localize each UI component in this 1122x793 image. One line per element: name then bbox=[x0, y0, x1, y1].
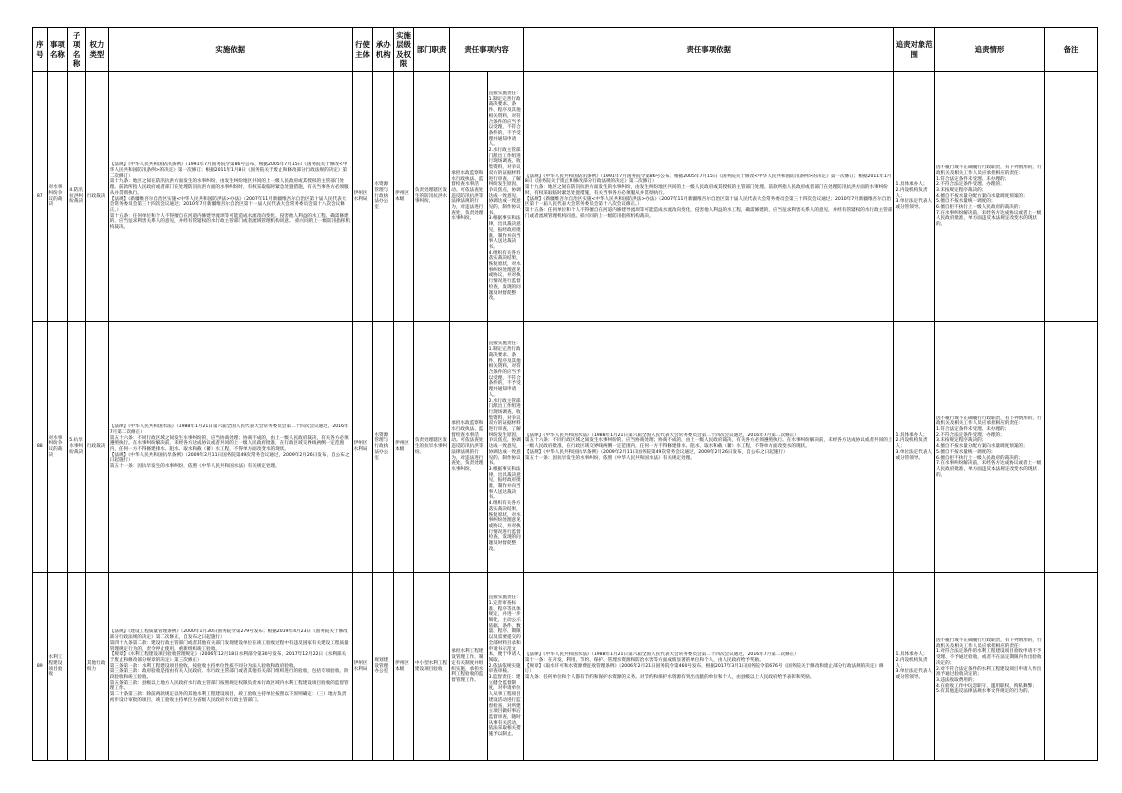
row-sub-item: 4.防汛抗洪纠纷裁决 bbox=[68, 72, 86, 322]
header-circumstance: 追责情形 bbox=[934, 28, 1044, 72]
row-circumstance-cell bbox=[934, 573, 1044, 761]
row-resp-basis: 【法律】《中华人民共和国水法》（1988年1月21日第六届全国人民代表大会常务委员会第二十四次会议通过，2016年7月第二次修正） 第五十六条：不同行政区域之间发生水事纠纷的，应当协商处理；协商不成的，由上一级人民政府裁决，有关各方必须遵照执行。在水事纠纷解决前，未经各方达成协议或者共同的上一级人民政府批准，在行政区域交界线两侧一定范围内，任何一方不得修建排水、阻水、取水和截（蓄）水工程，不得单方面改变水的现状。 【法规】《中华人民共和国抗旱条例》（2009年2月11日国务院第49次常务会议通过，2009年2月26日发布，自公布之日起施行） 第五十一条：因抗旱发生的水事纠纷，依照《中华人民共和国水法》有关规定处理。 bbox=[524, 432, 893, 461]
row-sub-item: 5.抗旱水事纠纷裁决 bbox=[68, 322, 86, 573]
header-dept-duty: 部门职责 bbox=[413, 28, 449, 72]
header-item-name: 事项名称 bbox=[47, 28, 68, 72]
row-resp-basis-cell bbox=[523, 573, 894, 761]
row-resp-items: 直接实施责任： 1.完善审查标准、程序等具体规定，并进一步细化，主动公示依据、条件、数量、程序、期限以及需要提交的全部材料目录和申请书示范文本，便于申请人阅取。 2.依法依规实施审查审核。 3.监督责任：建立健全监督制度，对申请单位人从事工程项目建设活动进行监督检查，对所建立项目做好事后监督审查，随时从事有关活动，依法采取相关措施予以制止。 bbox=[488, 595, 521, 738]
row-basis: 【法规】《建设工程质量管理条例》（2000年1月30日国务院令第279号发布；根据2019年4月23日《国务院关于修改部分行政法规的决定》第二次修正，自发布之日起施行） 第四十九条第二款：建设行政主管部门或者其他有关部门发现建设单位在竣工验收过程中有违反国家有关建设工程质量管理规定行为的，责令停止使用，重新组织竣工验收。 【规章】《水利工程建设项目验收管理规定》（2006年12月18日水利部令第30号发布，2017年12月22日《水利部关于废止和修改部分规章的决定》第三次修正） 第三条第一款：水利工程建设项目验收，按验收主持单位性质不同分为法人验收和政府验收。 第三条第三款：政府验收是指由有关人民政府、水行政主管部门或者其他有关部门组织进行的验收，包括专项验收、阶段验收和竣工验收。 第五条第三款：县级以上地方人民政府水行政主管部门按照规定权限负责本行政区域内水利工程建设项目验收的监督管理工作。 第二十条第三款：除前两款规定以外的其他水利工程建设项目，竣工验收主持单位按照以下原则确定：（三）地方负责初步设计审批的项目，竣工验收主持单位为省级人民政府水行政主管部门。 bbox=[109, 629, 349, 703]
row-target: 1.具体承办人； 2.内设机构负责人； 3.单位法定代表人或分管领导。 bbox=[894, 72, 934, 322]
row-resp-basis-cell bbox=[523, 322, 894, 573]
row-subject: 伊州区水利局 bbox=[352, 72, 373, 322]
row-power-type: 行政裁决 bbox=[85, 322, 108, 573]
row-seq: 87 bbox=[33, 72, 48, 322]
row-resp-content: 承担水利工程建设管理工作，制定有关制度并组织实施，承担水利工程验收的监督管理工作。 bbox=[450, 573, 487, 761]
responsibility-list-sheet bbox=[32, 27, 1098, 761]
table-row bbox=[33, 322, 1098, 573]
row-circumstance: 因不履行或不正确履行行政职责，有下列情形的，行政机关及相关工作人员应承担相应的责任： 1.对符合法定条件的水利工程建设项目验收申请不予受理、不予通过验收，或者不在法定期限内作出验收决定的； 2.对不符合法定条件的水利工程建设项目申请人作出准予通过验收决定的； 3.违法收取费用的； 4.在验收工作中玩忽职守、滥用职权，徇私舞弊； 5.有其他违反法律法规水事文件规定的行为的。 bbox=[935, 637, 1042, 695]
row-resp-basis: 【法规】《中华人民共和国防汛条例》（1991年7月国务院令第86号公布，根据2005年7月15日《国务院关于修改<中华人民共和国防汛条例>的决定》第一次修订；根据2011年1月8日《国务院关于废止和修改部分行政法规的决定》第二次修订） 第十九条：地区之间在防汛抗洪方面发生的水事纠纷，由发生纠纷地区共同的上一级人民政府或其授权的主管部门处理。前款所指人民政府或者部门在处理防汛抗洪方面的水事纠纷时，有权采取临时紧急处置措施，有关当事各方必须服从并贯彻执行。 【法规】《新疆维吾尔自治区实施<中华人民共和国防洪法>办法》（2007年11月新疆维吾尔自治区第十届人民代表大会常务委员会第三十四次会议通过；2010年7月新疆维吾尔自治区第十一届人民代表大会常务委员会第十八次会议修正。） 第十五条：任何单位和个人不得擅自在河道内修建导流坝等可能造成水流改向变化，侵害他人利益的水工程，确需修建的，应当征求利害关系人的意见，并经有管辖权的水行政主管部门或者流域管理机构同意。损兴同的上一级防汛指挥机构裁决。 bbox=[524, 173, 893, 219]
row-level: 伊州区本级 bbox=[394, 322, 414, 573]
row-agency: 规划建设管理办公室 bbox=[373, 573, 394, 761]
row-circumstance: 因不履行或不正确履行行政职责，有下列情形的，行政机关及相关工作人员应承担相应的责任： 1.符合法定条件未受理、未办理的； 2.不符合法定条件受理、办理的； 3.未按规定程序裁决的； 4.擅自不按水量分配方案向水量调度预案的； 5.擅自不按水量统一调度的； 6.擅自拒不执行上一级人民政府的裁决的； 7.在水事纠纷解决前，未经各方达成协议或者上一级人民政府批准，单方面违反本法规定改变水的现状的。 bbox=[935, 415, 1042, 478]
row-resp-items: 直接实施责任： 1.制定完善行政裁决要求、条件、程序及其他相关资料，对符合条件的应当予以受理，不符合条件的，不予受理并通知申请人。 2.水行政主管部门派出工作组进行现场调查，收集资料，对争议双方的证据材料进行审查，了解纠纷发生原因，争议焦点，协调达成一致意见，协调达成一致意见的，制作协议书。 3.根据事实和法律，出具裁决意见，报经政府批准，制作并向当事人送达裁决书。 4.组织有关各方落实裁决结果，恢复原状，对水事纠纷处理意见或协议，并对执行情况进行监督检查，发现的问题及时督促整改。 bbox=[488, 90, 521, 302]
row-dept-duty: 负责处理辖区发生的防汛抗洪水事纠纷。 bbox=[413, 72, 449, 322]
responsibility-table bbox=[32, 27, 1098, 761]
row-dept-duty: 负责处理辖区发生的抗旱水事纠纷。 bbox=[413, 322, 449, 573]
header-resp-basis: 责任事项依据 bbox=[523, 28, 894, 72]
row-basis: 【法律】《中华人民共和国水法》（1988年1月21日第六届全国人民代表大会常务委员会第二十四次会议通过，2016年7月第二次修正） 第五十六条：不同行政区域之间发生水事纠纷的，应当协商处理；协商不成的，由上一级人民政府裁决，有关各方必须遵照执行。在水事纠纷解决前，未经各方达成协议或者共同的上一级人民政府批准，在行政区域交界线两侧一定范围内，任何一方不得修建排水、阻水、取水和截（蓄）水工程，不得单方面改变水的现状。 【法规】《中华人民共和国抗旱条例》（2009年2月11日国务院第49次常务会议通过，2009年2月26日发布，自公布之日起施行） 第五十一条：因抗旱发生的水事纠纷，依照《中华人民共和国水法》有关规定处理。 bbox=[109, 424, 350, 470]
row-basis-cell bbox=[108, 322, 352, 573]
row-target: 1.具体承办人； 2.内设机构负责人； 3.单位法定代表人或分管领导。 bbox=[894, 573, 934, 761]
row-resp-basis-cell bbox=[523, 72, 894, 322]
row-dept-duty: 中小型水利工程建设项目验收 bbox=[413, 573, 449, 761]
row-agency: 水资源管理与行政执法办公室 bbox=[373, 72, 394, 322]
row-item-name: 水利工程建设项目验收 bbox=[47, 573, 68, 761]
row-circumstance-cell bbox=[934, 322, 1044, 573]
row-resp-items-cell bbox=[487, 72, 523, 322]
header-agency: 承办机构 bbox=[373, 28, 394, 72]
row-basis: 【法规】《中华人民共和国防汛条例》（1991年7月国务院令第86号公布，根据2005年7月15日《国务院关于修改<中华人民共和国防汛条例>的决定》第一次修订；根据2011年1月8日《国务院关于废止和修改部分行政法规的决定》第二次修订） 第十九条：地区之间在防汛抗洪方面发生的水事纠纷，由发生纠纷地区共同的上一级人民政府或其授权的主管部门处理。前款所指人民政府或者部门在处理防汛抗洪方面的水事纠纷时，有权采取临时紧急处置措施，有关当事各方必须服从并贯彻执行。 【法规】《新疆维吾尔自治区实施<中华人民共和国防洪法>办法》（2007年11月新疆维吾尔自治区第十届人民代表大会常务委员会第三十四次会议通过；2010年7月新疆维吾尔自治区第十一届人民代表大会常务委员会第十八次会议修正。） 第十五条：任何单位和个人不得擅自在河道内修建导流坝等可能造成水流改向变化，侵害他人利益的水工程，确需修建的，应当征求利害关系人的意见，并经有管辖权的水行政主管部门或者流域管理机构同意。 损兴同的上一级防汛指挥机构裁决。 bbox=[109, 162, 351, 231]
row-item-name: 对水事纠纷争议的裁决 bbox=[47, 72, 68, 322]
header-remark: 备注 bbox=[1044, 28, 1097, 72]
table-row bbox=[33, 72, 1098, 322]
header-level: 实施层级及权限 bbox=[394, 28, 414, 72]
header-sub-item: 子项名称 bbox=[68, 28, 86, 72]
header-subject: 行使主体 bbox=[352, 28, 373, 72]
row-target: 1.具体承办人； 2.内设机构负责人； 3.单位法定代表人或分管领导。 bbox=[894, 322, 934, 573]
row-agency: 水资源管理与行政执法办公室 bbox=[373, 322, 394, 573]
header-resp-content: 责任事项内容 bbox=[450, 28, 524, 72]
row-level: 伊州区本级 bbox=[394, 573, 414, 761]
row-seq: 89 bbox=[33, 573, 48, 761]
row-sub-item bbox=[68, 573, 86, 761]
row-resp-basis: 【法律】《中华人民共和国水法》（1988年1月21日第六届全国人民代表大会常务委员会第二十四次会议通过，2016年7月第二次修正） 第十一条：在开发、利用、节约、保护、管理水资源和防治水害等方面成绩显著的单位和个人，由人民政府给予奖励。 【规章】《取水许可和水资源费征收管理条例》（2006年2月21日国务院令第460号发布，根据2017年3月1日国务院令第676号《国务院关于修改和废止部分行政法规的决定》修订） 第九条：任何单位和个人都有节约和保护水资源的义务。对节约和保护水资源有突出贡献的单位和个人，由县级以上人民政府给予表彰和奖励。 bbox=[524, 652, 884, 681]
row-basis-cell bbox=[108, 573, 352, 761]
table-row bbox=[33, 573, 1098, 761]
row-remark bbox=[1044, 322, 1097, 573]
row-circumstance: 因不履行或不正确履行行政职责，有下列情形的，行政机关及相关工作人员应承担相应的责任： 1.符合法定条件未受理、未办理的； 2.不符合法定条件受理、办理的； 3.未按规定程序裁决的； 4.擅自不按水量分配方案向水量调度预案的； 5.擅自不按水量统一调度的； 6.擅自拒不执行上一级人民政府的裁决的； 7.在水事纠纷解决前，未经各方达成协议或者上一级人民政府批准，单方面违反本法规定改变水的现状的。 bbox=[935, 165, 1042, 228]
row-resp-items: 直接实施责任： 1.制定完善行政裁决要求、条件、程序及其他相关资料，对符合条件的应当予以受理，不符合条件的，不予受理并通知申请人。 2.水行政主管部门派出工作组进行现场调查，收集资料，对争议双方的证据材料进行审查，了解纠纷发生原因，争议焦点，协调达成一致意见，协调达成一致意见的，制作协议书。 3.根据事实和法律，出具裁决意见，报经政府批准，制作并向当事人送达裁决书。 4.组织有关各方落实裁决结果，恢复原状，对水事纠纷处理意见或协议，并对执行情况进行监督检查，发现的问题及时督促整改。 bbox=[488, 341, 521, 552]
row-basis-cell bbox=[108, 72, 352, 322]
row-resp-items-cell bbox=[487, 573, 523, 761]
row-remark bbox=[1044, 72, 1097, 322]
row-remark bbox=[1044, 573, 1097, 761]
row-item-name: 对水事纠纷争议的裁决 bbox=[47, 322, 68, 573]
row-subject: 伊州区水利局 bbox=[352, 322, 373, 573]
row-resp-content: 承担水政监察和水行政执法、监督检查水事活动。可依法查处违反防汛抗洪等法律法规的行为，对违法进行查处，负责处理水事纠纷。 bbox=[450, 72, 487, 322]
row-resp-content: 承担水政监察和水行政执法、监督检查水事活动。可依法查处违反防汛抗洪等法律法规的行为，对违法进行查处，负责处理水事纠纷。 bbox=[450, 322, 487, 573]
header-row bbox=[33, 28, 1098, 72]
header-target: 追责对象范围 bbox=[894, 28, 934, 72]
row-subject: 伊州区水利局 bbox=[352, 573, 373, 761]
row-circumstance-cell bbox=[934, 72, 1044, 322]
header-basis: 实施依据 bbox=[108, 28, 352, 72]
row-resp-items-cell bbox=[487, 322, 523, 573]
row-power-type: 其他行政权力 bbox=[85, 573, 108, 761]
row-seq: 88 bbox=[33, 322, 48, 573]
header-power-type: 权力类型 bbox=[85, 28, 108, 72]
row-level: 伊州区本级 bbox=[394, 72, 414, 322]
row-power-type: 行政裁决 bbox=[85, 72, 108, 322]
header-seq: 序号 bbox=[33, 28, 48, 72]
